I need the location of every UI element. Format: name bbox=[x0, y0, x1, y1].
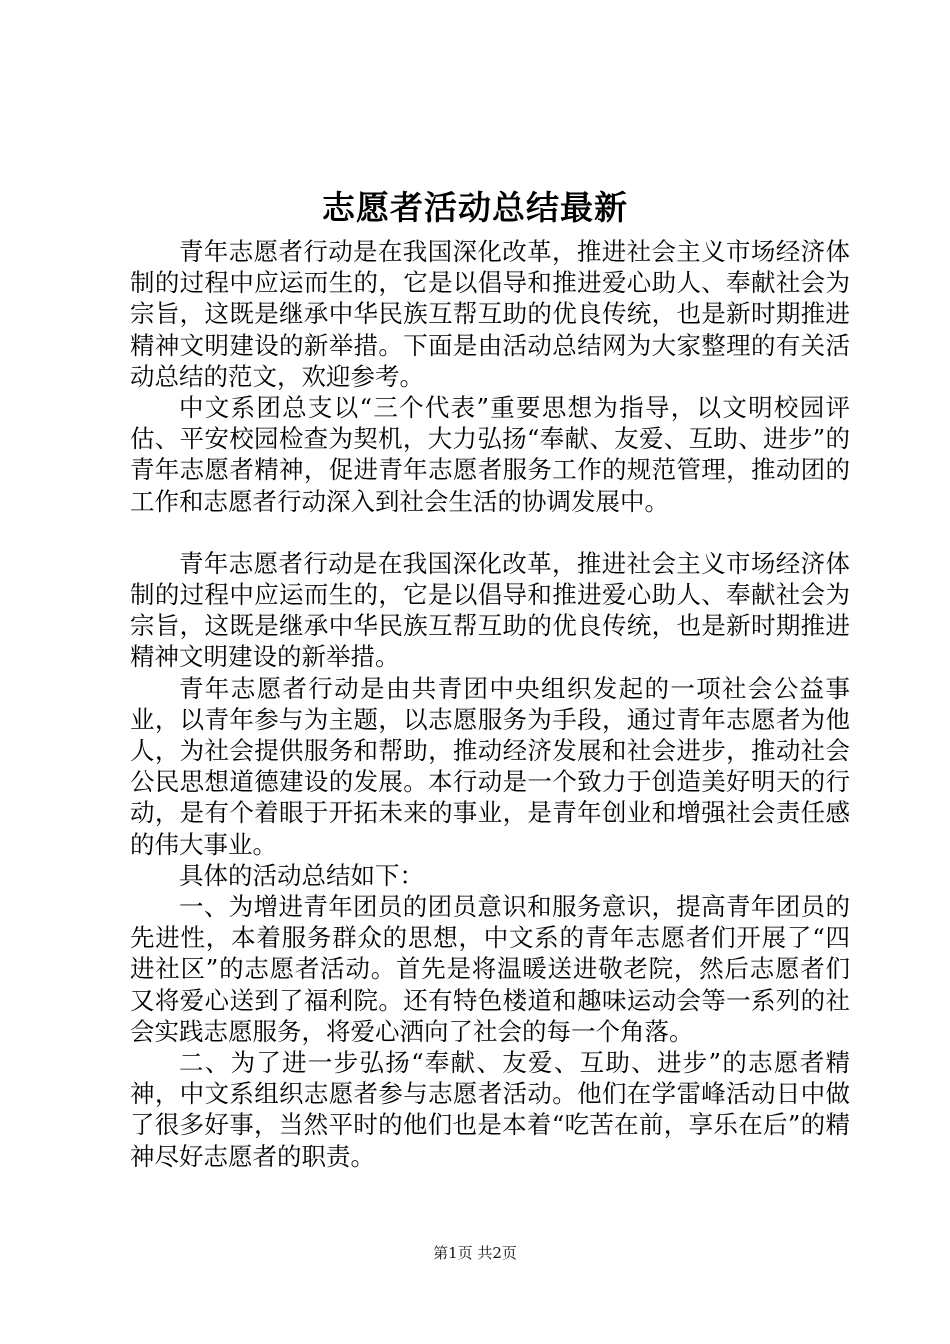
paragraph-item-two: 二、为了进一步弘扬“奉献、友爱、互助、进步”的志愿者精神，中文系组织志愿者参与志愿者活动。他们在学雷峰活动日中做了很多好事，当然平时的他们也是本着“吃苦在前，享乐在后”的精神尽好志愿者的职责。 bbox=[130, 1048, 850, 1171]
page-number-footer: 第1页 共2页 bbox=[433, 1244, 517, 1262]
paragraph-summary-lead: 具体的活动总结如下： bbox=[179, 860, 424, 890]
paragraph-intro: 青年志愿者行动是在我国深化改革，推进社会主义市场经济体制的过程中应运而生的，它是以倡导和推进爱心助人、奉献社会为宗旨，这既是继承中华民族互帮互助的优良传统，也是新时期推进精神文明建设的新举措。下面是由活动总结网为大家整理的有关活动总结的范文，欢迎参考。 bbox=[130, 237, 850, 391]
paragraph-background: 青年志愿者行动是在我国深化改革，推进社会主义市场经济体制的过程中应运而生的，它是以倡导和推进爱心助人、奉献社会为宗旨，这既是继承中华民族互帮互助的优良传统，也是新时期推进精神文明建设的新举措。 bbox=[130, 548, 850, 672]
document-title: 志愿者活动总结最新 bbox=[322, 188, 628, 227]
document-body bbox=[130, 236, 850, 1172]
paragraph-guidance: 中文系团总支以“三个代表”重要思想为指导，以文明校园评估、平安校园检查为契机，大力弘扬“奉献、友爱、互助、进步”的青年志愿者精神，促进青年志愿者服务工作的规范管理，推动团的工作和志愿者行动深入到社会生活的协调发展中。 bbox=[130, 393, 850, 516]
paragraph-item-one: 一、为增进青年团员的团员意识和服务意识，提高青年团员的先进性，本着服务群众的思想，中文系的青年志愿者们开展了“四进社区”的志愿者活动。首先是将温暖送进敬老院，然后志愿者们又将爱心送到了福利院。还有特色楼道和趣味运动会等一系列的社会实践志愿服务，将爱心洒向了社会的每一个角落。 bbox=[130, 892, 850, 1046]
paragraph-gap bbox=[130, 517, 850, 548]
paragraph-description: 青年志愿者行动是由共青团中央组织发起的一项社会公益事业，以青年参与为主题，以志愿服务为手段，通过青年志愿者为他人，为社会提供服务和帮助，推动经济发展和社会进步，推动社会公民思想道德建设的发展。本行动是一个致力于创造美好明天的行动，是有个着眼于开拓未来的事业，是青年创业和增强社会责任感的伟大事业。 bbox=[130, 673, 850, 859]
